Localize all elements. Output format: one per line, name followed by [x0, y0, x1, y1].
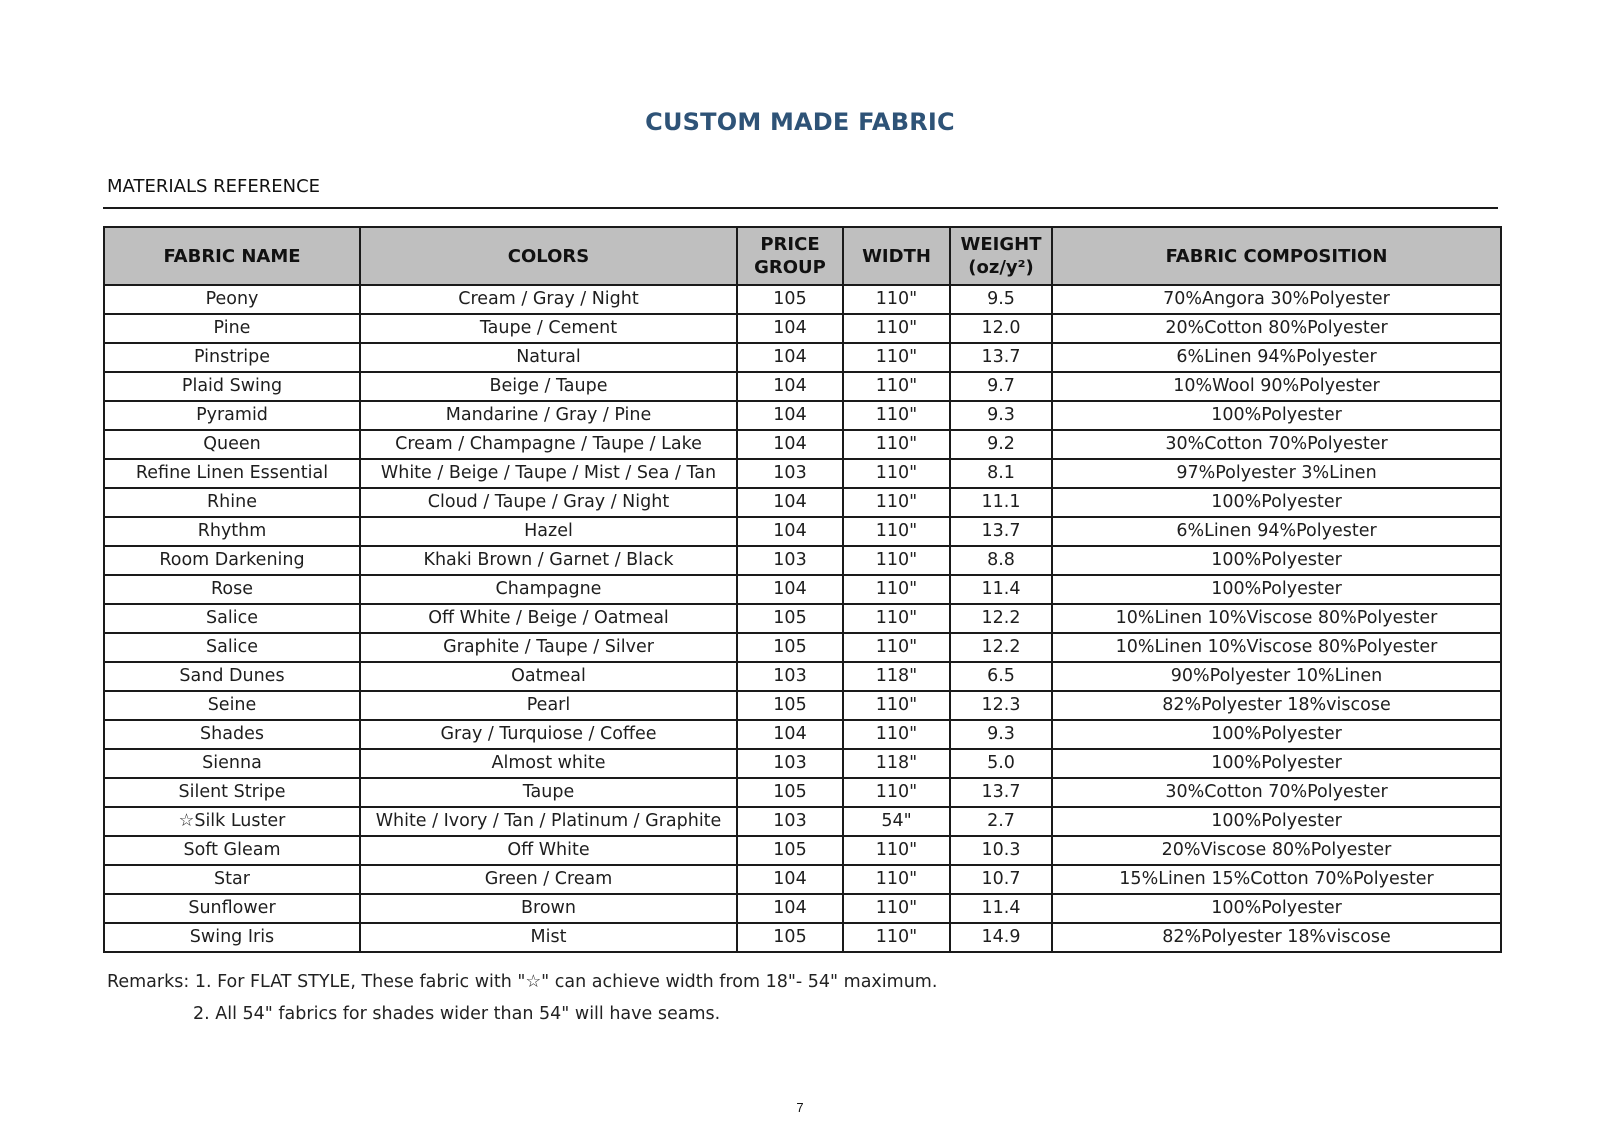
remark-line-1: Remarks: 1. For FLAT STYLE, These fabric with "☆" can achieve width from 18"- 54" maximum. — [107, 972, 938, 992]
cell-weight: 13.7 — [950, 343, 1052, 372]
cell-weight: 13.7 — [950, 517, 1052, 546]
cell-price-group: 104 — [737, 720, 843, 749]
cell-weight: 6.5 — [950, 662, 1052, 691]
cell-composition: 6%Linen 94%Polyester — [1052, 343, 1501, 372]
table-row — [104, 546, 1501, 575]
cell-width: 110" — [843, 633, 950, 662]
cell-price-group: 104 — [737, 488, 843, 517]
cell-price-group: 104 — [737, 894, 843, 923]
cell-width: 118" — [843, 662, 950, 691]
cell-colors: Green / Cream — [360, 865, 737, 894]
cell-fabric-name: Plaid Swing — [104, 372, 360, 401]
cell-price-group: 105 — [737, 691, 843, 720]
cell-colors: Brown — [360, 894, 737, 923]
cell-fabric-name: Peony — [104, 285, 360, 314]
cell-colors: Champagne — [360, 575, 737, 604]
cell-fabric-name: Pinstripe — [104, 343, 360, 372]
table-row — [104, 343, 1501, 372]
cell-colors: Hazel — [360, 517, 737, 546]
cell-weight: 12.3 — [950, 691, 1052, 720]
cell-colors: Off White — [360, 836, 737, 865]
cell-weight: 12.2 — [950, 604, 1052, 633]
cell-composition: 6%Linen 94%Polyester — [1052, 517, 1501, 546]
cell-composition: 70%Angora 30%Polyester — [1052, 285, 1501, 314]
cell-price-group: 104 — [737, 372, 843, 401]
cell-colors: Taupe — [360, 778, 737, 807]
cell-colors: Natural — [360, 343, 737, 372]
cell-price-group: 105 — [737, 633, 843, 662]
cell-width: 54" — [843, 807, 950, 836]
cell-fabric-name: Silent Stripe — [104, 778, 360, 807]
cell-width: 110" — [843, 314, 950, 343]
header-weight-line2: (oz/y²) — [968, 257, 1034, 278]
cell-weight: 9.3 — [950, 720, 1052, 749]
table-row — [104, 488, 1501, 517]
table-row — [104, 691, 1501, 720]
cell-weight: 8.1 — [950, 459, 1052, 488]
header-price-group — [737, 227, 843, 285]
cell-price-group: 105 — [737, 604, 843, 633]
cell-composition: 82%Polyester 18%viscose — [1052, 691, 1501, 720]
table-row — [104, 459, 1501, 488]
cell-composition: 100%Polyester — [1052, 575, 1501, 604]
cell-colors: Pearl — [360, 691, 737, 720]
cell-weight: 10.3 — [950, 836, 1052, 865]
cell-fabric-name: Sunflower — [104, 894, 360, 923]
cell-price-group: 103 — [737, 546, 843, 575]
cell-width: 110" — [843, 865, 950, 894]
cell-width: 110" — [843, 430, 950, 459]
cell-fabric-name: Sienna — [104, 749, 360, 778]
cell-composition: 100%Polyester — [1052, 749, 1501, 778]
cell-fabric-name: Sand Dunes — [104, 662, 360, 691]
cell-weight: 9.2 — [950, 430, 1052, 459]
cell-fabric-name: Rhythm — [104, 517, 360, 546]
cell-price-group: 105 — [737, 778, 843, 807]
table-row — [104, 923, 1501, 952]
cell-composition: 100%Polyester — [1052, 546, 1501, 575]
cell-weight: 10.7 — [950, 865, 1052, 894]
cell-price-group: 105 — [737, 836, 843, 865]
cell-colors: Off White / Beige / Oatmeal — [360, 604, 737, 633]
header-fabric-name: FABRIC NAME — [104, 227, 360, 285]
cell-composition: 20%Cotton 80%Polyester — [1052, 314, 1501, 343]
cell-fabric-name: Pine — [104, 314, 360, 343]
cell-fabric-name: Queen — [104, 430, 360, 459]
cell-price-group: 105 — [737, 285, 843, 314]
cell-colors: White / Ivory / Tan / Platinum / Graphite — [360, 807, 737, 836]
cell-price-group: 104 — [737, 343, 843, 372]
cell-price-group: 103 — [737, 807, 843, 836]
cell-composition: 82%Polyester 18%viscose — [1052, 923, 1501, 952]
cell-fabric-name: Rhine — [104, 488, 360, 517]
table-body — [104, 285, 1501, 952]
table-header-row — [104, 227, 1501, 285]
cell-colors: Mandarine / Gray / Pine — [360, 401, 737, 430]
page-title: CUSTOM MADE FABRIC — [645, 108, 955, 136]
cell-colors: Graphite / Taupe / Silver — [360, 633, 737, 662]
cell-composition: 90%Polyester 10%Linen — [1052, 662, 1501, 691]
table-row — [104, 633, 1501, 662]
cell-composition: 97%Polyester 3%Linen — [1052, 459, 1501, 488]
section-divider — [103, 207, 1498, 209]
header-price-group-line2: GROUP — [754, 257, 826, 278]
cell-colors: Beige / Taupe — [360, 372, 737, 401]
cell-fabric-name: Soft Gleam — [104, 836, 360, 865]
cell-colors: Cloud / Taupe / Gray / Night — [360, 488, 737, 517]
cell-composition: 10%Wool 90%Polyester — [1052, 372, 1501, 401]
cell-price-group: 105 — [737, 923, 843, 952]
cell-composition: 100%Polyester — [1052, 720, 1501, 749]
cell-weight: 2.7 — [950, 807, 1052, 836]
cell-price-group: 104 — [737, 575, 843, 604]
cell-width: 110" — [843, 459, 950, 488]
cell-colors: White / Beige / Taupe / Mist / Sea / Tan — [360, 459, 737, 488]
cell-width: 110" — [843, 778, 950, 807]
cell-width: 110" — [843, 343, 950, 372]
cell-weight: 9.7 — [950, 372, 1052, 401]
cell-composition: 100%Polyester — [1052, 807, 1501, 836]
cell-composition: 10%Linen 10%Viscose 80%Polyester — [1052, 633, 1501, 662]
header-weight — [950, 227, 1052, 285]
cell-colors: Almost white — [360, 749, 737, 778]
cell-price-group: 103 — [737, 459, 843, 488]
cell-composition: 100%Polyester — [1052, 894, 1501, 923]
cell-width: 110" — [843, 401, 950, 430]
cell-composition: 10%Linen 10%Viscose 80%Polyester — [1052, 604, 1501, 633]
cell-composition: 20%Viscose 80%Polyester — [1052, 836, 1501, 865]
table-row — [104, 285, 1501, 314]
cell-weight: 11.1 — [950, 488, 1052, 517]
cell-colors: Taupe / Cement — [360, 314, 737, 343]
cell-price-group: 104 — [737, 865, 843, 894]
remarks — [107, 966, 937, 1030]
cell-width: 110" — [843, 285, 950, 314]
cell-fabric-name: Salice — [104, 633, 360, 662]
cell-weight: 5.0 — [950, 749, 1052, 778]
table-row — [104, 401, 1501, 430]
cell-weight: 12.0 — [950, 314, 1052, 343]
section-title: MATERIALS REFERENCE — [107, 176, 321, 197]
table-row — [104, 575, 1501, 604]
table-row — [104, 430, 1501, 459]
cell-width: 110" — [843, 546, 950, 575]
cell-price-group: 104 — [737, 314, 843, 343]
cell-width: 110" — [843, 720, 950, 749]
table-row — [104, 749, 1501, 778]
cell-fabric-name: Shades — [104, 720, 360, 749]
cell-weight: 11.4 — [950, 575, 1052, 604]
table-row — [104, 778, 1501, 807]
cell-width: 118" — [843, 749, 950, 778]
cell-width: 110" — [843, 894, 950, 923]
table-row — [104, 720, 1501, 749]
cell-composition: 15%Linen 15%Cotton 70%Polyester — [1052, 865, 1501, 894]
cell-colors: Cream / Champagne / Taupe / Lake — [360, 430, 737, 459]
cell-price-group: 104 — [737, 517, 843, 546]
cell-width: 110" — [843, 604, 950, 633]
cell-composition: 30%Cotton 70%Polyester — [1052, 430, 1501, 459]
cell-weight: 9.3 — [950, 401, 1052, 430]
cell-width: 110" — [843, 836, 950, 865]
cell-fabric-name: Star — [104, 865, 360, 894]
cell-composition: 30%Cotton 70%Polyester — [1052, 778, 1501, 807]
table-row — [104, 662, 1501, 691]
cell-width: 110" — [843, 691, 950, 720]
header-composition: FABRIC COMPOSITION — [1052, 227, 1501, 285]
table-row — [104, 314, 1501, 343]
cell-price-group: 103 — [737, 749, 843, 778]
cell-composition: 100%Polyester — [1052, 401, 1501, 430]
cell-price-group: 103 — [737, 662, 843, 691]
header-colors: COLORS — [360, 227, 737, 285]
cell-fabric-name: Refine Linen Essential — [104, 459, 360, 488]
cell-weight: 8.8 — [950, 546, 1052, 575]
cell-colors: Gray / Turquiose / Coffee — [360, 720, 737, 749]
cell-composition: 100%Polyester — [1052, 488, 1501, 517]
table-row — [104, 604, 1501, 633]
cell-fabric-name: Salice — [104, 604, 360, 633]
cell-weight: 12.2 — [950, 633, 1052, 662]
cell-width: 110" — [843, 517, 950, 546]
cell-colors: Oatmeal — [360, 662, 737, 691]
table-header — [104, 227, 1501, 285]
fabric-table — [103, 226, 1502, 953]
table-row — [104, 517, 1501, 546]
header-width: WIDTH — [843, 227, 950, 285]
cell-colors: Cream / Gray / Night — [360, 285, 737, 314]
remark-line-2: 2. All 54" fabrics for shades wider than 54" will have seams. — [193, 1004, 721, 1024]
cell-width: 110" — [843, 923, 950, 952]
cell-fabric-name: Pyramid — [104, 401, 360, 430]
table-row — [104, 836, 1501, 865]
cell-width: 110" — [843, 372, 950, 401]
cell-fabric-name: ☆Silk Luster — [104, 807, 360, 836]
table-row — [104, 865, 1501, 894]
cell-colors: Khaki Brown / Garnet / Black — [360, 546, 737, 575]
page-number: 7 — [796, 1100, 804, 1115]
header-price-group-line1: PRICE — [760, 234, 820, 255]
table-row — [104, 807, 1501, 836]
cell-fabric-name: Swing Iris — [104, 923, 360, 952]
cell-weight: 9.5 — [950, 285, 1052, 314]
cell-width: 110" — [843, 575, 950, 604]
cell-price-group: 104 — [737, 401, 843, 430]
cell-weight: 14.9 — [950, 923, 1052, 952]
cell-price-group: 104 — [737, 430, 843, 459]
cell-fabric-name: Seine — [104, 691, 360, 720]
cell-weight: 13.7 — [950, 778, 1052, 807]
table-row — [104, 372, 1501, 401]
table-row — [104, 894, 1501, 923]
cell-colors: Mist — [360, 923, 737, 952]
cell-fabric-name: Room Darkening — [104, 546, 360, 575]
cell-weight: 11.4 — [950, 894, 1052, 923]
cell-width: 110" — [843, 488, 950, 517]
header-weight-line1: WEIGHT — [960, 234, 1042, 255]
cell-fabric-name: Rose — [104, 575, 360, 604]
